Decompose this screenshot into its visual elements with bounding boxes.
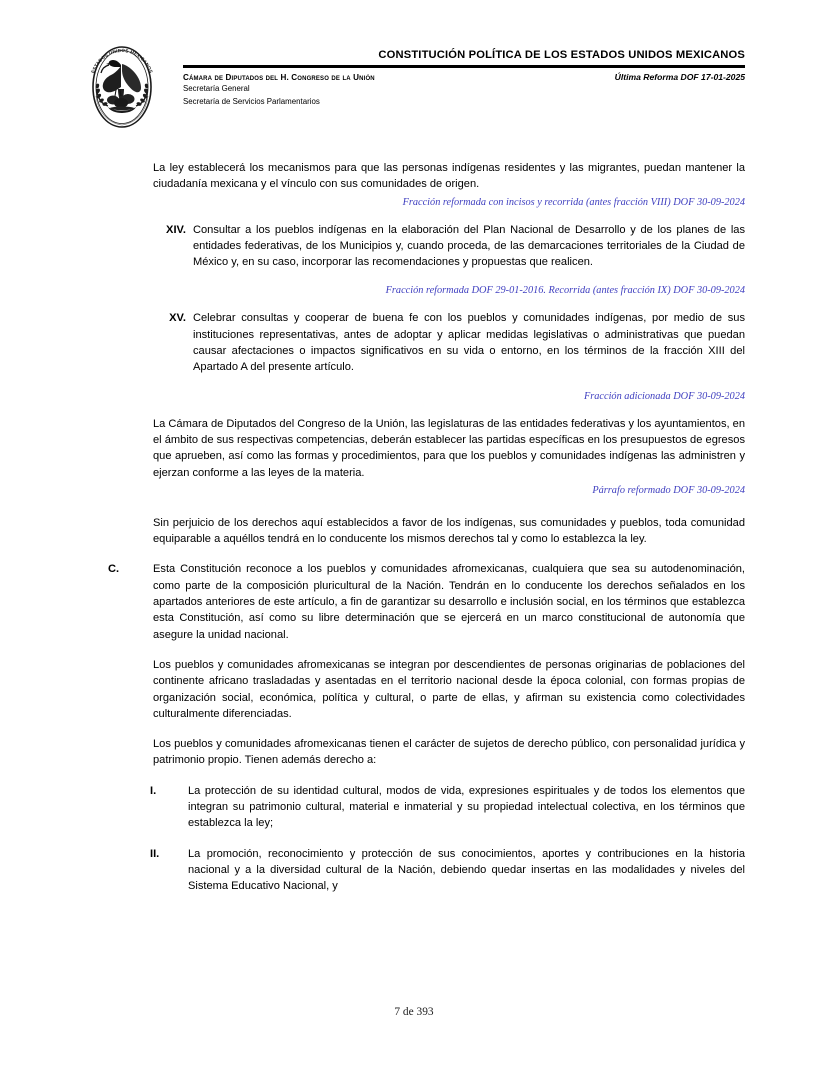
- apartado-item-c: [0, 561, 828, 642]
- paragraph-sujetos-derecho-publico: Los pueblos y comunidades afromexicanas tienen el carácter de sujetos de derecho público, con personalidad jurídica y patrimonio propio. Tienen además derecho a:: [153, 738, 745, 767]
- fraction-text-xiv: Consultar a los pueblos indígenas en la elaboración del Plan Nacional de Desarrollo y de los planes de las entidades federativas, de los Municipios y, cuando proceda, de las demarcaciones territoriales de la Ciudad de México y, en su caso, incorporar las recomendaciones y propuestas que realicen.: [193, 223, 745, 269]
- paragraph-camara-diputados: La Cámara de Diputados del Congreso de la Unión, las legislaturas de las entidades federativas y los ayuntamientos, en el ámbito de sus respectivas competencias, deberán establecer las partidas específicas en los presupuestos de egresos que aprueben, así como las formas y procedimientos, para que los pueblos y comunidades indígenas las administren y ejerzan conforme a las leyes de la materia.: [153, 417, 746, 479]
- paragraph-ley-establecera: La ley establecerá los mecanismos para que las personas indígenas residentes y las migrantes, puedan mantener la ciudadanía mexicana y el vínculo con sus comunidades de origen.: [153, 162, 745, 191]
- list-text-i: La protección de su identidad cultural, modos de vida, expresiones espirituales y de todos los elementos que integran su patrimonio cultural, material e inmaterial y su propiedad intelectual colectiva, en los términos que establezca la ley;: [188, 784, 745, 830]
- mexican-coat-of-arms-seal-icon: [88, 44, 156, 130]
- reform-note-fraccion-adicionada: Fracción adicionada DOF 30-09-2024: [583, 390, 745, 402]
- reform-note-fraccion-ix: Fracción reformada DOF 29-01-2016. Recorrida (antes fracción IX) DOF 30-09-2024: [385, 285, 745, 297]
- list-text-ii: La promoción, reconocimiento y protección de sus conocimientos, aportes y contribuciones en la historia nacional y a la diversidad cultural de la Nación, debiendo quedar insertas en las modalidades y niveles del Sistema Educativo Nacional, y: [188, 847, 745, 893]
- list-item-i: [0, 783, 828, 832]
- header-text-block: [183, 48, 745, 108]
- apartado-marker-c: C.: [108, 563, 120, 576]
- fraction-marker-xiv: XIV.: [166, 223, 186, 236]
- apartado-text-c: Esta Constitución reconoce a los pueblos y comunidades afromexicanas, cualquiera que sea su autodenominación, como parte de la composición pluricultural de la Nación. Tendrán en lo conducente los derechos señalados en los apartados anteriores de este artículo, a fin de garantizar su desarrollo e inclusión social, en los términos que establezca esta Constitución, así como su libre determinación que se ejercerá en un marco constitucional de autonomía que asegure la unidad nacional.: [153, 563, 745, 641]
- secretariat-general: Secretaría General: [183, 84, 250, 93]
- last-reform-date: Última Reforma DOF 17-01-2025: [614, 71, 745, 82]
- header-divider: [183, 65, 745, 68]
- page-header: [0, 0, 828, 140]
- fraction-item-xiv: [0, 222, 828, 271]
- fraction-text-xv: Celebrar consultas y cooperar de buena fe con los pueblos y comunidades indígenas, por medio de sus instituciones representativas, antes de adoptar y aplicar medidas legislativas o administrativas que puedan causar afectaciones o impactos significativos en su vida o entorno, en los términos de la fracción XIII del Apartado A del presente artículo.: [193, 312, 745, 374]
- paragraph-pueblos-afromexicanas-integran: Los pueblos y comunidades afromexicanas se integran por descendientes de personas originarias de poblaciones del continente africano trasladadas y asentadas en el territorio nacional desde la época colonial, con formas propias de organización social, económica, política y cultural, o parte de ellas, y afirman su existencia como colectividades culturalmente diferenciadas.: [153, 658, 745, 720]
- chamber-name: Cámara de Diputados del H. Congreso de la Unión: [183, 72, 375, 82]
- document-title: CONSTITUCIÓN POLÍTICA DE LOS ESTADOS UNIDOS MEXICANOS: [378, 49, 745, 61]
- list-marker-ii: II.: [150, 847, 160, 860]
- page-footer: [0, 1006, 828, 1018]
- secretariat-parliamentary-services: Secretaría de Servicios Parlamentarios: [183, 97, 320, 106]
- fraction-marker-xv: XV.: [169, 312, 186, 325]
- reform-note-parrafo-reformado: Párrafo reformado DOF 30-09-2024: [592, 484, 745, 496]
- svg-text:ESTADOS UNIDOS MEXICANOS: ESTADOS UNIDOS MEXICANOS: [90, 47, 154, 74]
- list-marker-i: I.: [150, 784, 157, 797]
- header-meta-row: [183, 72, 745, 82]
- page-number: 7 de 393: [394, 1006, 434, 1018]
- paragraph-sin-perjuicio: Sin perjuicio de los derechos aquí establecidos a favor de los indígenas, sus comunidades y pueblos, toda comunidad equiparable a aquéllos tendrá en lo conducente los mismos derechos tal y como lo establezca la ley.: [153, 516, 745, 546]
- list-item-ii: [0, 846, 828, 895]
- document-body: [0, 160, 828, 909]
- reform-note-fraccion-viii: Fracción reformada con incisos y recorrida (antes fracción VIII) DOF 30-09-2024: [402, 196, 745, 208]
- fraction-item-xv: [0, 310, 828, 375]
